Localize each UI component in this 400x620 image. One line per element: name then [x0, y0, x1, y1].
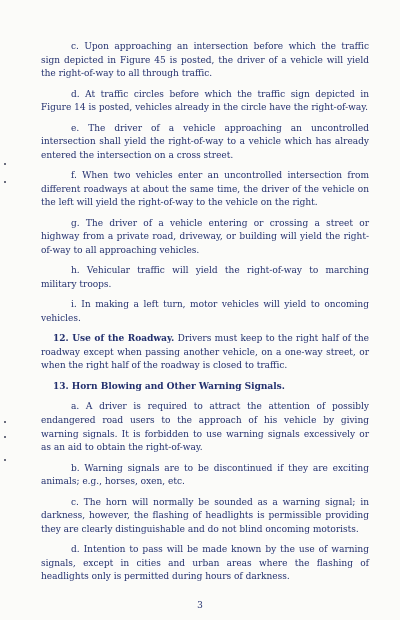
margin-mark [4, 421, 6, 423]
margin-mark [4, 163, 6, 165]
page-number: 3 [197, 601, 203, 611]
paragraph-d: d. At traffic circles before which the traffic sign depicted in Figure 14 is posted, vehicles already in the circle have the right-of-way. [41, 89, 369, 114]
paragraph-h: h. Vehicular traffic will yield the right-of-way to marching military troops. [41, 266, 369, 290]
section-12-heading: 12. Use of the Roadway. [53, 334, 175, 345]
section-13-paragraph-a: a. A driver is required to attract the attention of possibly endangered road users to the approach of his vehicle by giving warning signals. It is forbidden to use warning signals excessively or as an aid to obtain the right-of-way. [41, 402, 369, 454]
section-12 [41, 333, 369, 374]
paragraph-e: e. The driver of a vehicle approaching an uncontrolled intersection shall yield the right-of-way to a vehicle which has already entered the intersection on a cross street. [41, 123, 369, 161]
paragraph-f: f. When two vehicles enter an uncontrolled intersection from different roadways at about the same time, the driver of the vehicle on the left will yield the right-of-way to the vehicle on the right. [41, 171, 369, 209]
section-13-paragraph-c: c. The horn will normally be sounded as a warning signal; in darkness, however, the flashing of headlights is permissible providing they are clearly distinguishable and do not blind oncoming motorists. [41, 497, 369, 535]
margin-mark [4, 459, 6, 461]
section-13-heading: 13. Horn Blowing and Other Warning Signals. [53, 381, 285, 392]
paragraph-i: i. In making a left turn, motor vehicles will yield to oncoming vehicles. [41, 300, 369, 324]
margin-mark [4, 181, 6, 183]
margin-mark [4, 436, 6, 438]
paragraph-c: c. Upon approaching an intersection before which the traffic sign depicted in Figure 45 is posted, the driver of a vehicle will yield the right-of-way to all through traffic. [41, 42, 369, 80]
section-13-paragraph-b: b. Warning signals are to be discontinued if they are exciting animals; e.g., horses, oxen, etc. [41, 463, 369, 488]
paragraph-g: g. The driver of a vehicle entering or crossing a street or highway from a private road, driveway, or building will yield the right-of-way to all approaching vehicles. [41, 218, 369, 256]
section-13-paragraph-d: d. Intention to pass will be made known by the use of warning signals, except in cities and urban areas where the flashing of headlights only is permitted during hours of darkness. [41, 545, 369, 583]
section-12-text: Drivers must keep to the right half of the roadway except when passing another vehicle, on a one-way street, or when the right half of the roadway is closed to traffic. [41, 334, 369, 372]
